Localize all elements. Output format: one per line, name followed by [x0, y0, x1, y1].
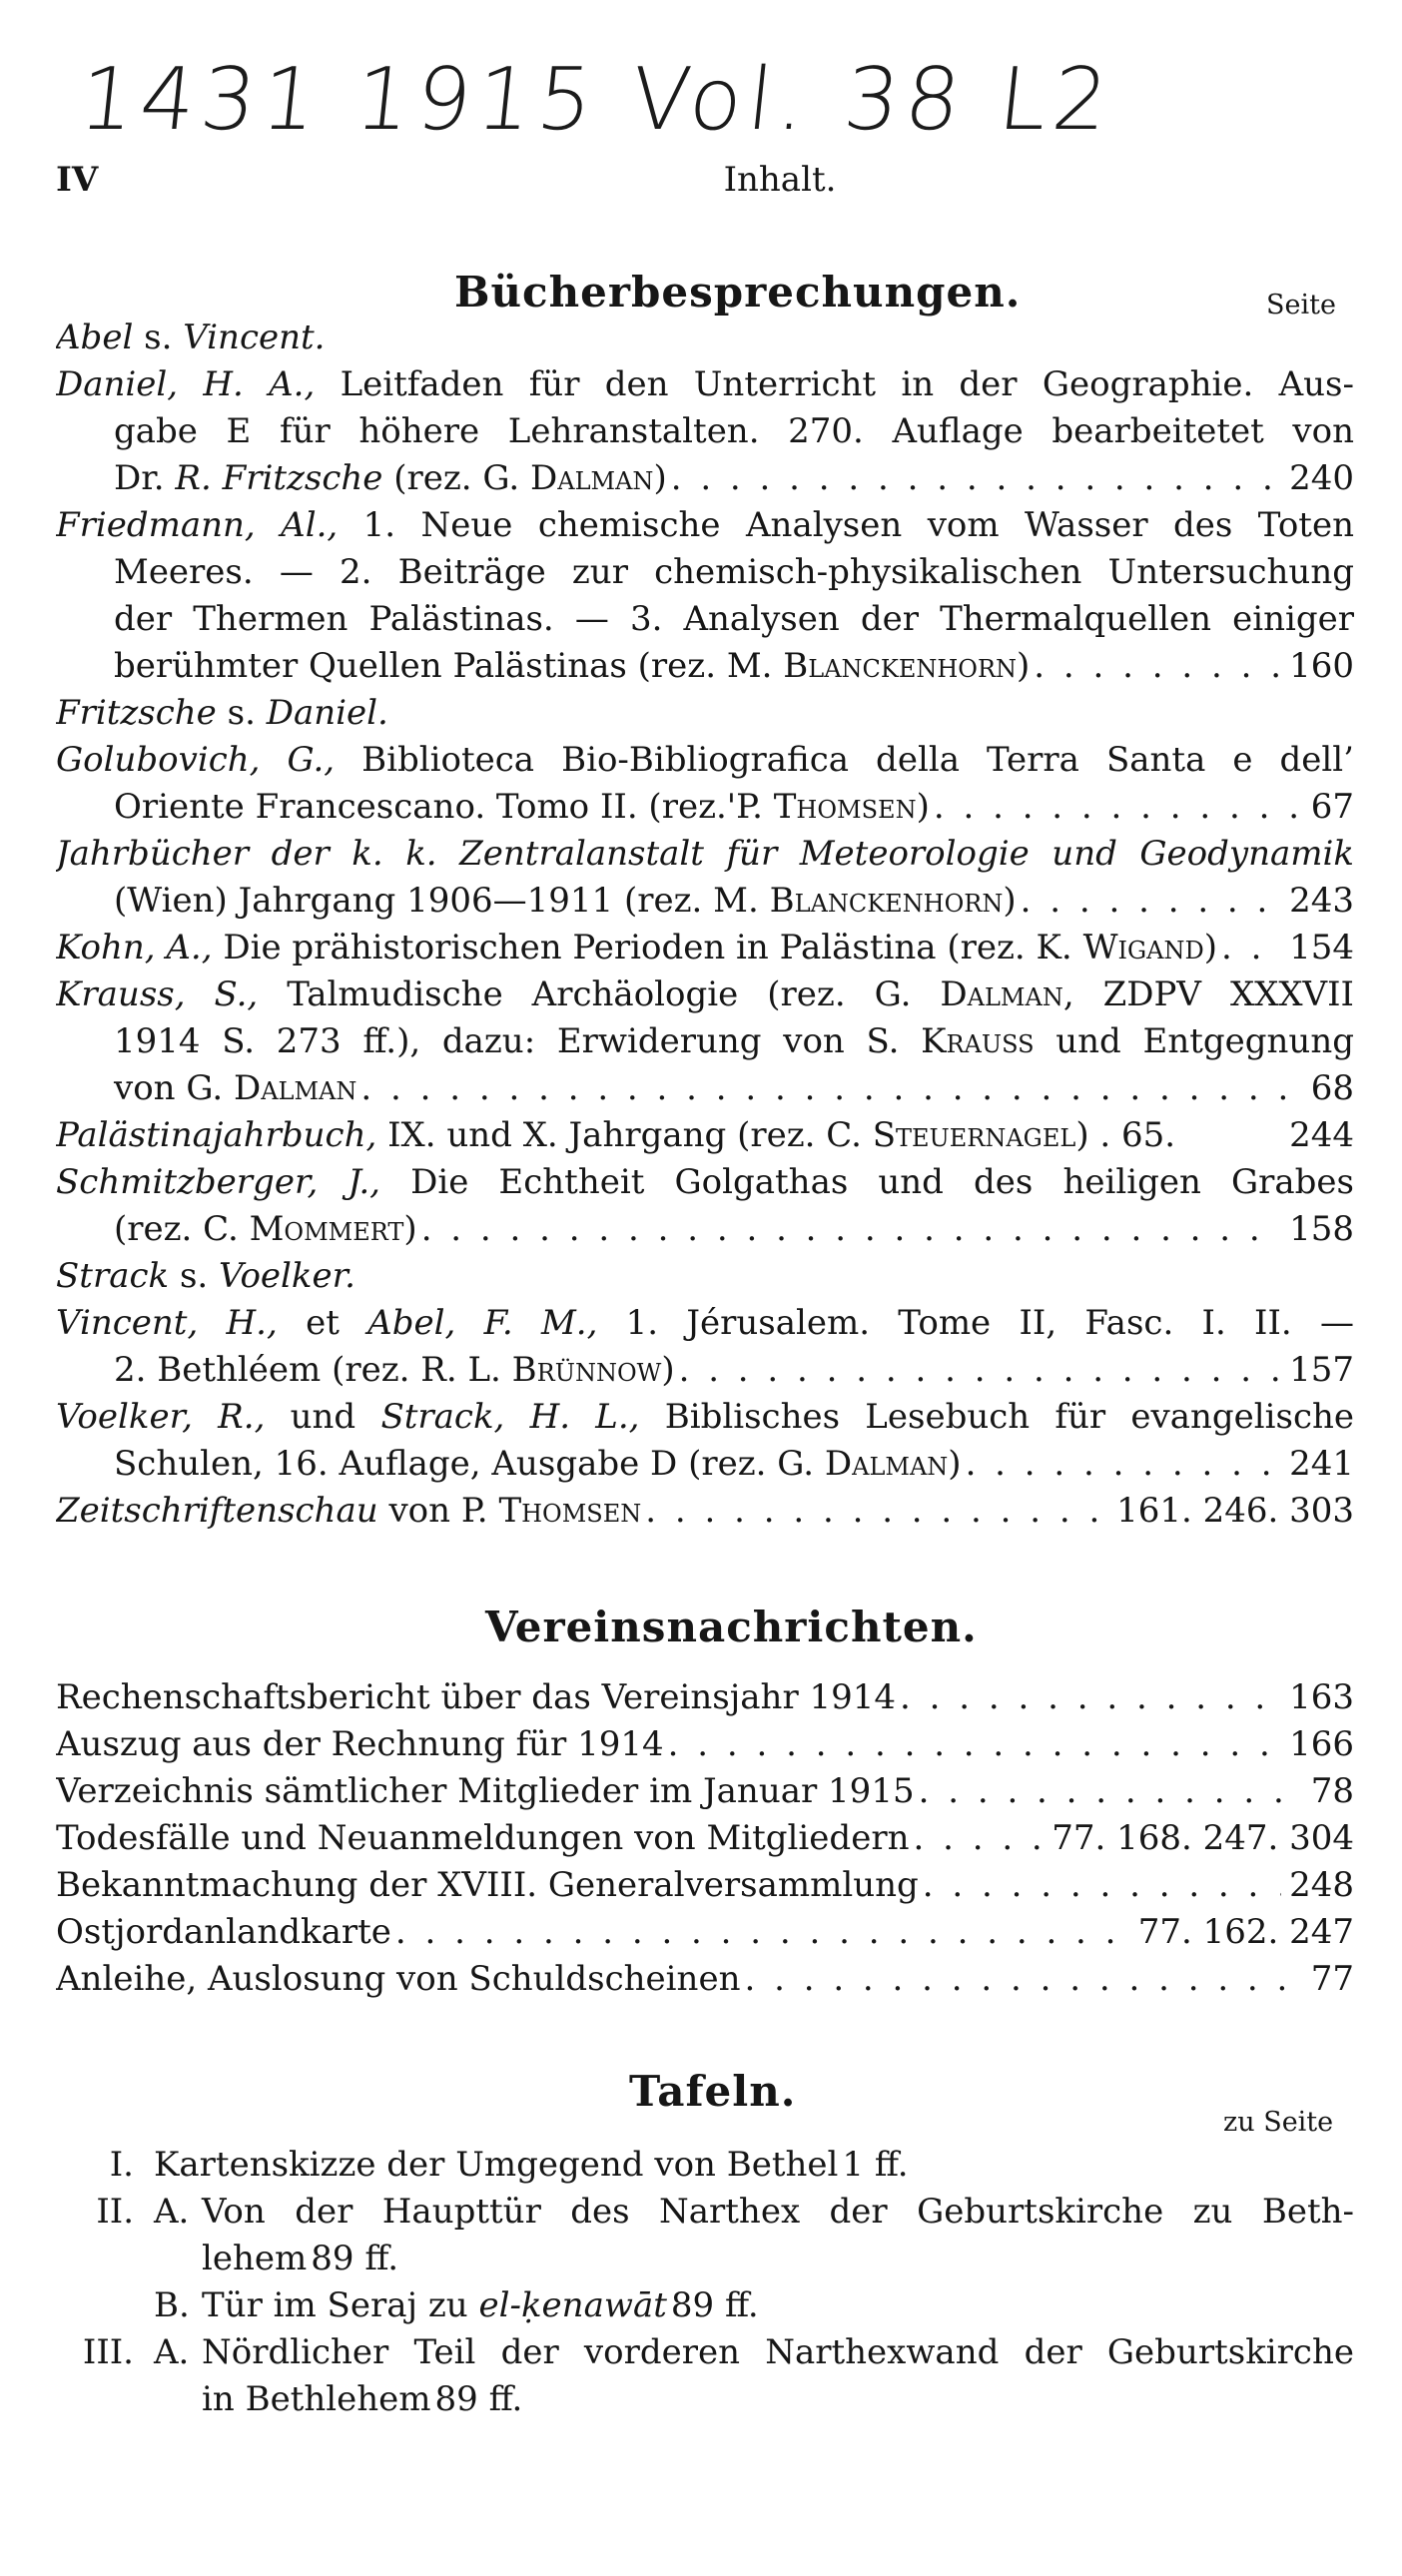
- page-ref: 67: [1310, 787, 1354, 827]
- page-ref: 243: [1289, 881, 1354, 921]
- plate-entry: II. A. Von der Haupttür des Narthex der Geburtskirche zu Beth-: [96, 2192, 1354, 2232]
- plate-entry-continued: in Bethlehem 89 ff.: [202, 2379, 523, 2419]
- review-entry: Abel s. Vincent.: [56, 318, 326, 357]
- page-ref: 68: [1310, 1068, 1354, 1108]
- review-entry: Golubovich, G., Biblioteca Bio-Bibliografica della Terra Santa e dell’ Oriente Francescano. Tomo II. (rez.'P. Thomsen) . . . 67: [56, 737, 1354, 831]
- list-item: Anleihe, Auslosung von Schuldscheinen . . . 77: [56, 1956, 1354, 2003]
- review-entry: Strack s. Voelker.: [56, 1256, 355, 1296]
- review-entry: Zeitschriftenschau von P. Thomsen . . . 161. 246. 303: [56, 1488, 1354, 1535]
- plate-entry-continued: lehem 89 ff.: [202, 2239, 399, 2278]
- page-ref: 160: [1289, 646, 1354, 686]
- association-news-list: [56, 1674, 1354, 2003]
- list-item: Rechenschaftsbericht über das Vereinsjahr 1914 . . . 163: [56, 1674, 1354, 1721]
- page-ref: 161. 246. 303: [1116, 1491, 1354, 1531]
- page-ref: 240: [1289, 458, 1354, 498]
- review-list: [56, 315, 1354, 1535]
- handwritten-shelfmark: 1431 1915 Vol. 38 L2: [74, 50, 1119, 150]
- review-entry: Vincent, H., et Abel, F. M., 1. Jérusalem. Tome II, Fasc. I. II. — 2. Bethléem (rez. R. L. Brünnow) . . . 157: [56, 1300, 1354, 1394]
- section-heading-buecherbesprechungen: Bücherbesprechungen.: [454, 268, 1022, 317]
- running-head-title: Inhalt.: [723, 160, 837, 200]
- column-label-seite: Seite: [1266, 290, 1336, 321]
- section-heading-vereinsnachrichten: Vereinsnachrichten.: [485, 1603, 978, 1651]
- page-ref: 154: [1289, 928, 1354, 967]
- list-item: Bekanntmachung der XVIII. Generalversammlung . . . 248: [56, 1862, 1354, 1909]
- plate-entry: B. Tür im Seraj zu el-ḳenawāt 89 ff.: [154, 2285, 759, 2325]
- page-ref: 244: [1289, 1115, 1354, 1155]
- review-entry: Jahrbücher der k. k. Zentralanstalt für Meteorologie und Geodynamik (Wien) Jahrgang 1906—1911 (rez. M. Blanckenhorn) . . . 243: [56, 831, 1354, 925]
- list-item: Ostjordanlandkarte . . . 77. 162. 247: [56, 1909, 1354, 1956]
- review-entry: Palästinajahrbuch, IX. und X. Jahrgang (rez. C. Steuernagel) . 65. 244: [56, 1112, 1354, 1159]
- review-entry: Daniel, H. A., Leitfaden für den Unterricht in der Geographie. Aus- gabe E für höhere Lehranstalten. 270. Auflage bearbeitetet von Dr. R. Fritzsche (rez. G. Dalman) . . . 240: [56, 361, 1354, 502]
- page-ref: 158: [1289, 1209, 1354, 1249]
- review-entry: Krauss, S., Talmudische Archäologie (rez. G. Dalman, ZDPV XXXVII 1914 S. 273 ff.), dazu: Erwiderung von S. Krauss und Entgegnung von G. Dalman . . . 68: [56, 971, 1354, 1112]
- plates-list: [56, 2142, 1354, 2423]
- review-entry: Voelker, R., und Strack, H. L., Biblisches Lesebuch für evangelische Schulen, 16. Auflage, Ausgabe D (rez. G. Dalman) . . . 241: [56, 1394, 1354, 1488]
- page-ref: 157: [1289, 1350, 1354, 1390]
- list-item: Todesfälle und Neuanmeldungen von Mitgliedern . . . 77. 168. 247. 304: [56, 1815, 1354, 1862]
- column-label-zu-seite: zu Seite: [1223, 2107, 1334, 2138]
- plate-entry: I. Kartenskizze der Umgegend von Bethel 1 ff.: [109, 2145, 909, 2185]
- section-heading-tafeln: Tafeln.: [629, 2067, 797, 2116]
- list-item: Verzeichnis sämtlicher Mitglieder im Januar 1915 . . . 78: [56, 1768, 1354, 1815]
- page-ref: 241: [1289, 1444, 1354, 1484]
- review-entry: Fritzsche s. Daniel.: [56, 693, 388, 733]
- list-item: Auszug aus der Rechnung für 1914 . . . 166: [56, 1721, 1354, 1768]
- review-entry: Kohn, A., Die prähistorischen Perioden in Palästina (rez. K. Wigand) . . . 154: [56, 925, 1354, 971]
- page-number: IV: [56, 160, 99, 200]
- review-entry: Friedmann, Al., 1. Neue chemische Analysen vom Wasser des Toten Meeres. — 2. Beiträge zur chemisch-physikalischen Untersuchung der Thermen Palästinas. — 3. Analysen der Thermalquellen einiger berühmter Quellen Palästinas (rez. M. Blanckenhorn) . . . 160: [56, 502, 1354, 690]
- running-head: [56, 160, 1354, 204]
- plate-entry: III. A. Nördlicher Teil der vorderen Narthexwand der Geburtskirche: [82, 2332, 1354, 2372]
- review-entry: Schmitzberger, J., Die Echtheit Golgathas und des heiligen Grabes (rez. C. Mommert) . . . 158: [56, 1159, 1354, 1253]
